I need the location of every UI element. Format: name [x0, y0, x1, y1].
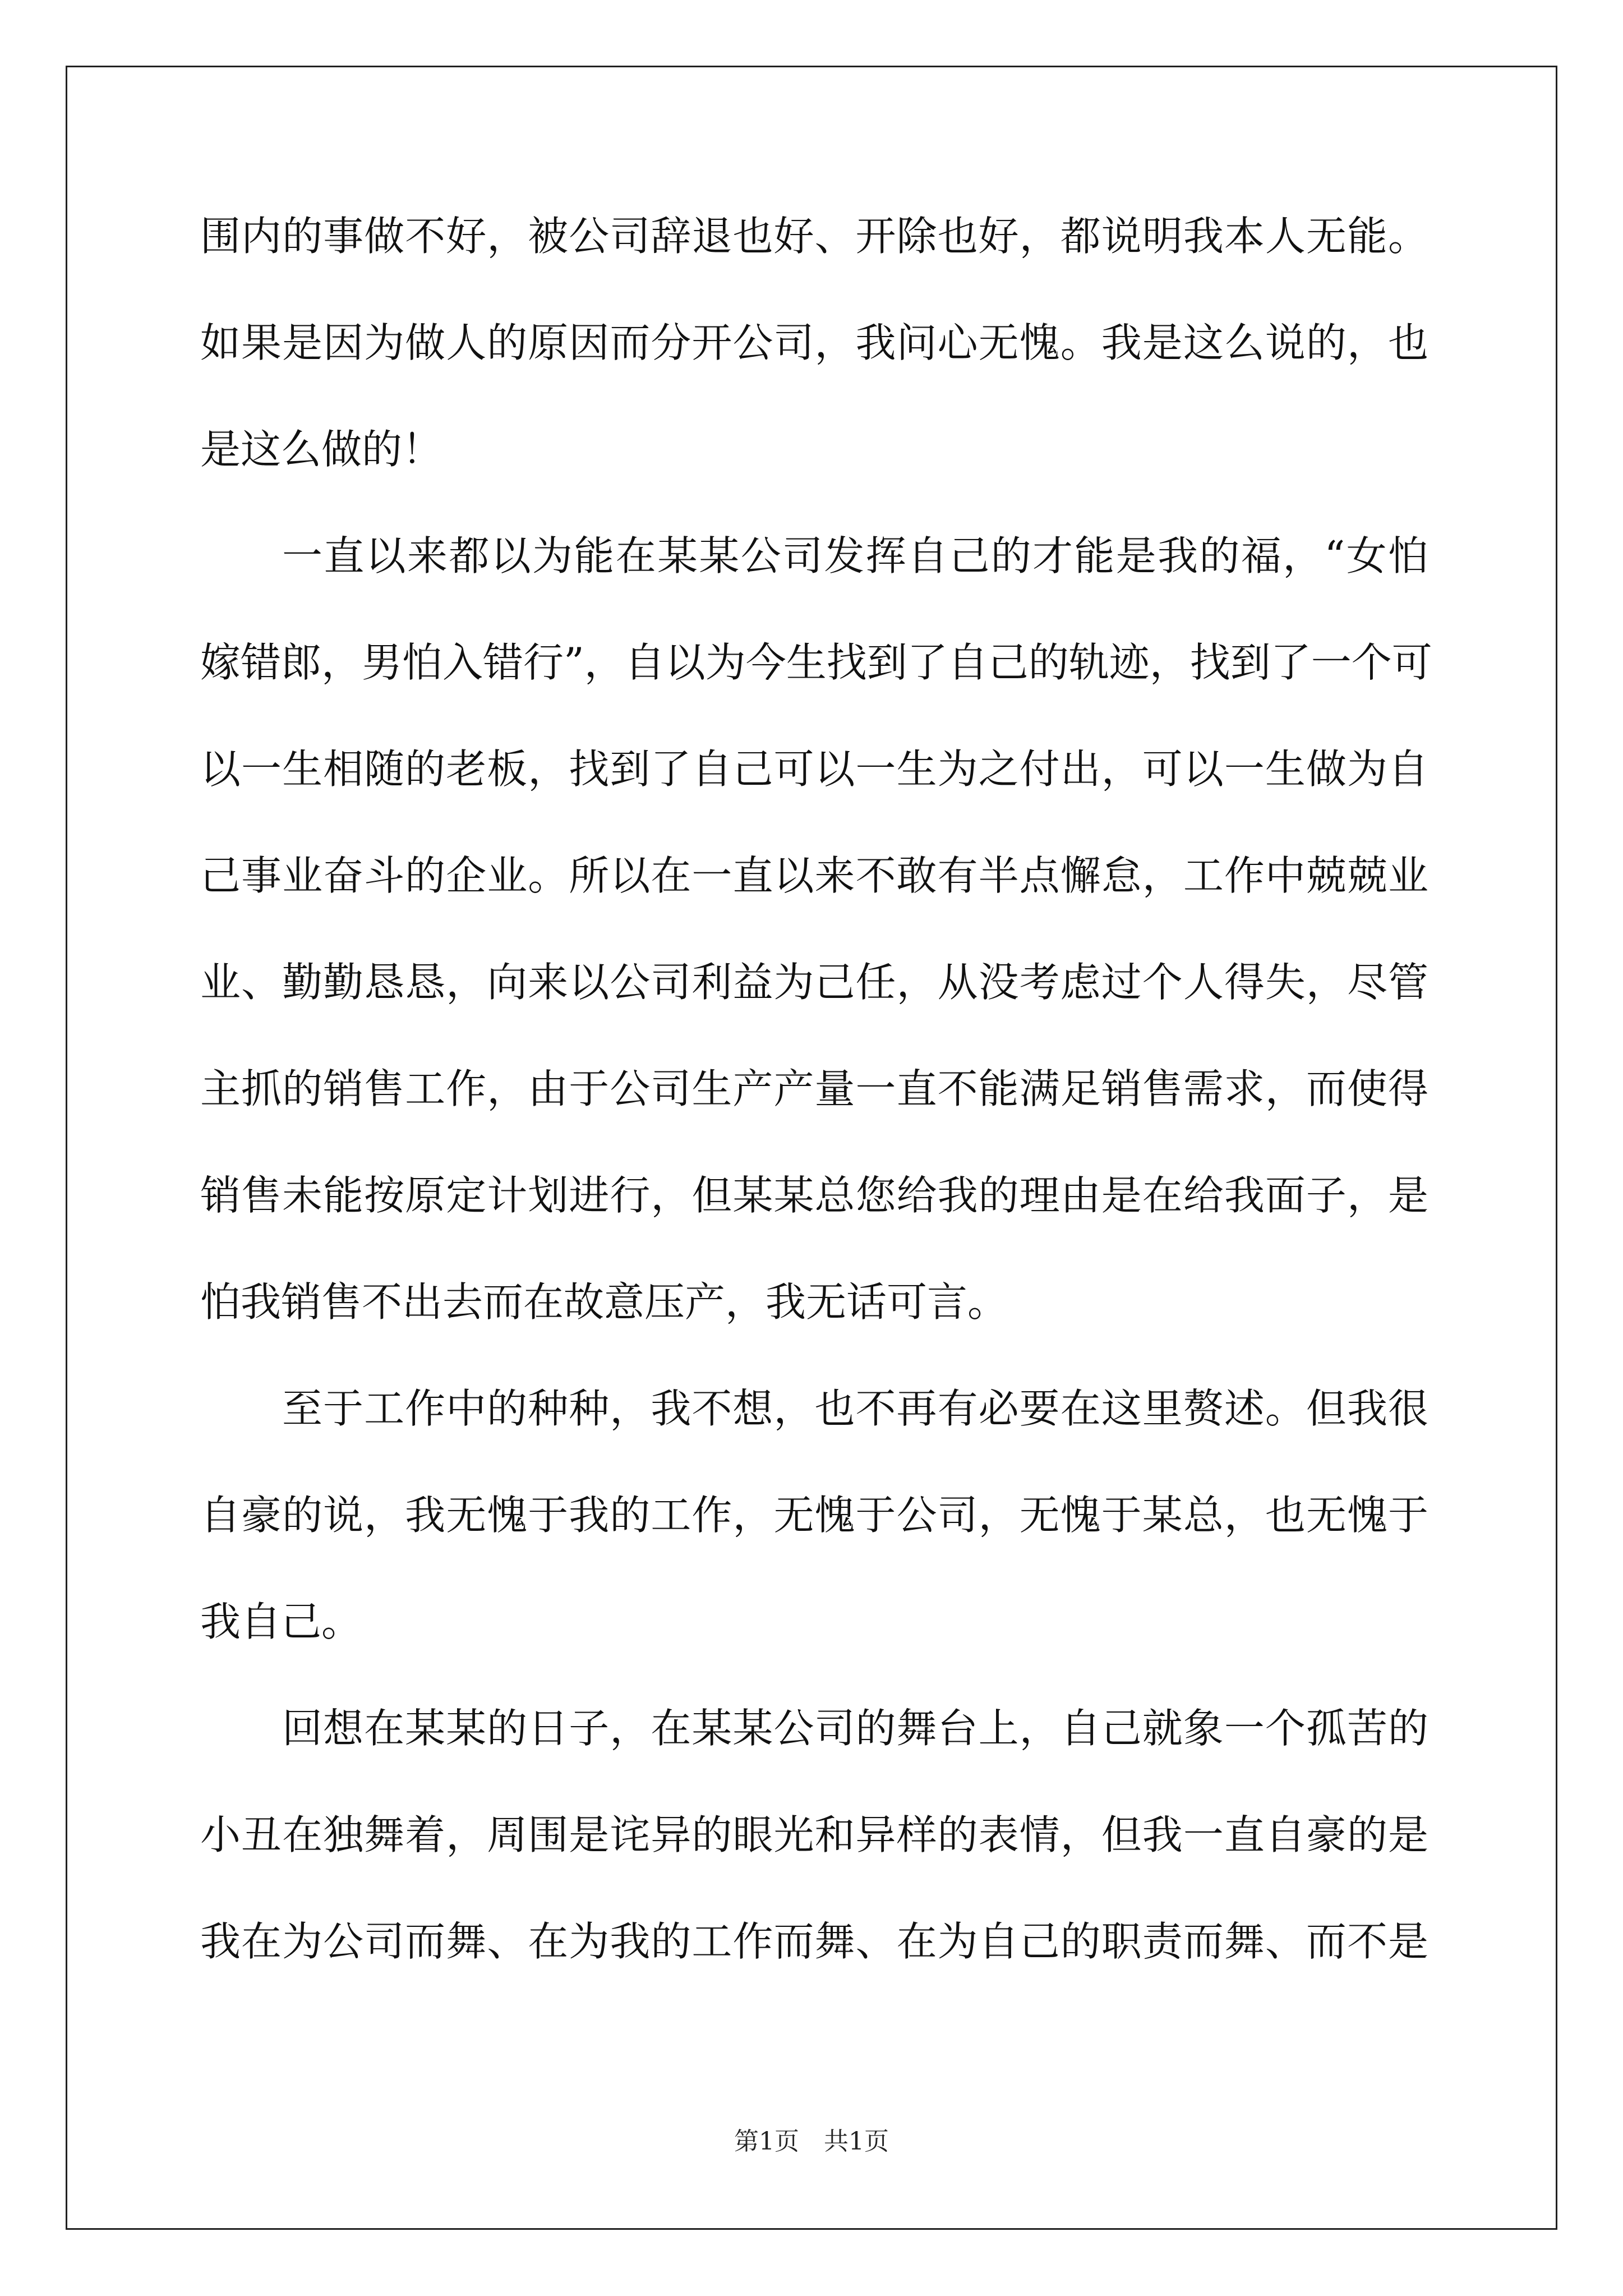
text-line: 自豪的说，我无愧于我的工作，无愧于公司，无愧于某总，也无愧于 [200, 1492, 1428, 1539]
text-line: 如果是因为做人的原因而分开公司，我问心无愧。我是这么说的，也 [200, 319, 1428, 366]
text-line: 我在为公司而舞、在为我的工作而舞、在为自己的职责而舞、而不是 [200, 1918, 1428, 1965]
text-line: 是这么做的！ [200, 426, 443, 473]
text-line: 至于工作中的种种，我不想，也不再有必要在这里赘述。但我很 [282, 1385, 1428, 1432]
page-footer: 第1页 共1页 [734, 2127, 889, 2156]
text-line: 销售未能按原定计划进行，但某某总您给我的理由是在给我面子，是 [200, 1172, 1428, 1219]
text-line: 主抓的销售工作，由于公司生产产量一直不能满足销售需求，而使得 [200, 1065, 1428, 1112]
text-line: 小丑在独舞着，周围是诧异的眼光和异样的表情，但我一直自豪的是 [200, 1811, 1428, 1858]
text-line: 回想在某某的日子，在某某公司的舞台上，自己就象一个孤苦的 [282, 1705, 1428, 1752]
text-line: 嫁错郎，男怕入错行”，自以为今生找到了自己的轨迹，找到了一个可 [200, 639, 1432, 686]
text-line: 己事业奋斗的企业。所以在一直以来不敢有半点懈怠，工作中兢兢业 [200, 852, 1428, 899]
document-body [200, 213, 1432, 2028]
text-line: 围内的事做不好，被公司辞退也好、开除也好，都说明我本人无能。 [200, 213, 1428, 260]
text-line: 业、勤勤恳恳，向来以公司利益为己任，从没考虑过个人得失，尽管 [200, 959, 1428, 1006]
text-line: 一直以来都以为能在某某公司发挥自己的才能是我的福，“女怕 [282, 532, 1428, 579]
text-line: 我自己。 [200, 1598, 362, 1645]
text-line: 怕我销售不出去而在故意压产，我无话可言。 [200, 1278, 1008, 1326]
text-line: 以一生相随的老板，找到了自己可以一生为之付出，可以一生做为自 [200, 746, 1428, 793]
